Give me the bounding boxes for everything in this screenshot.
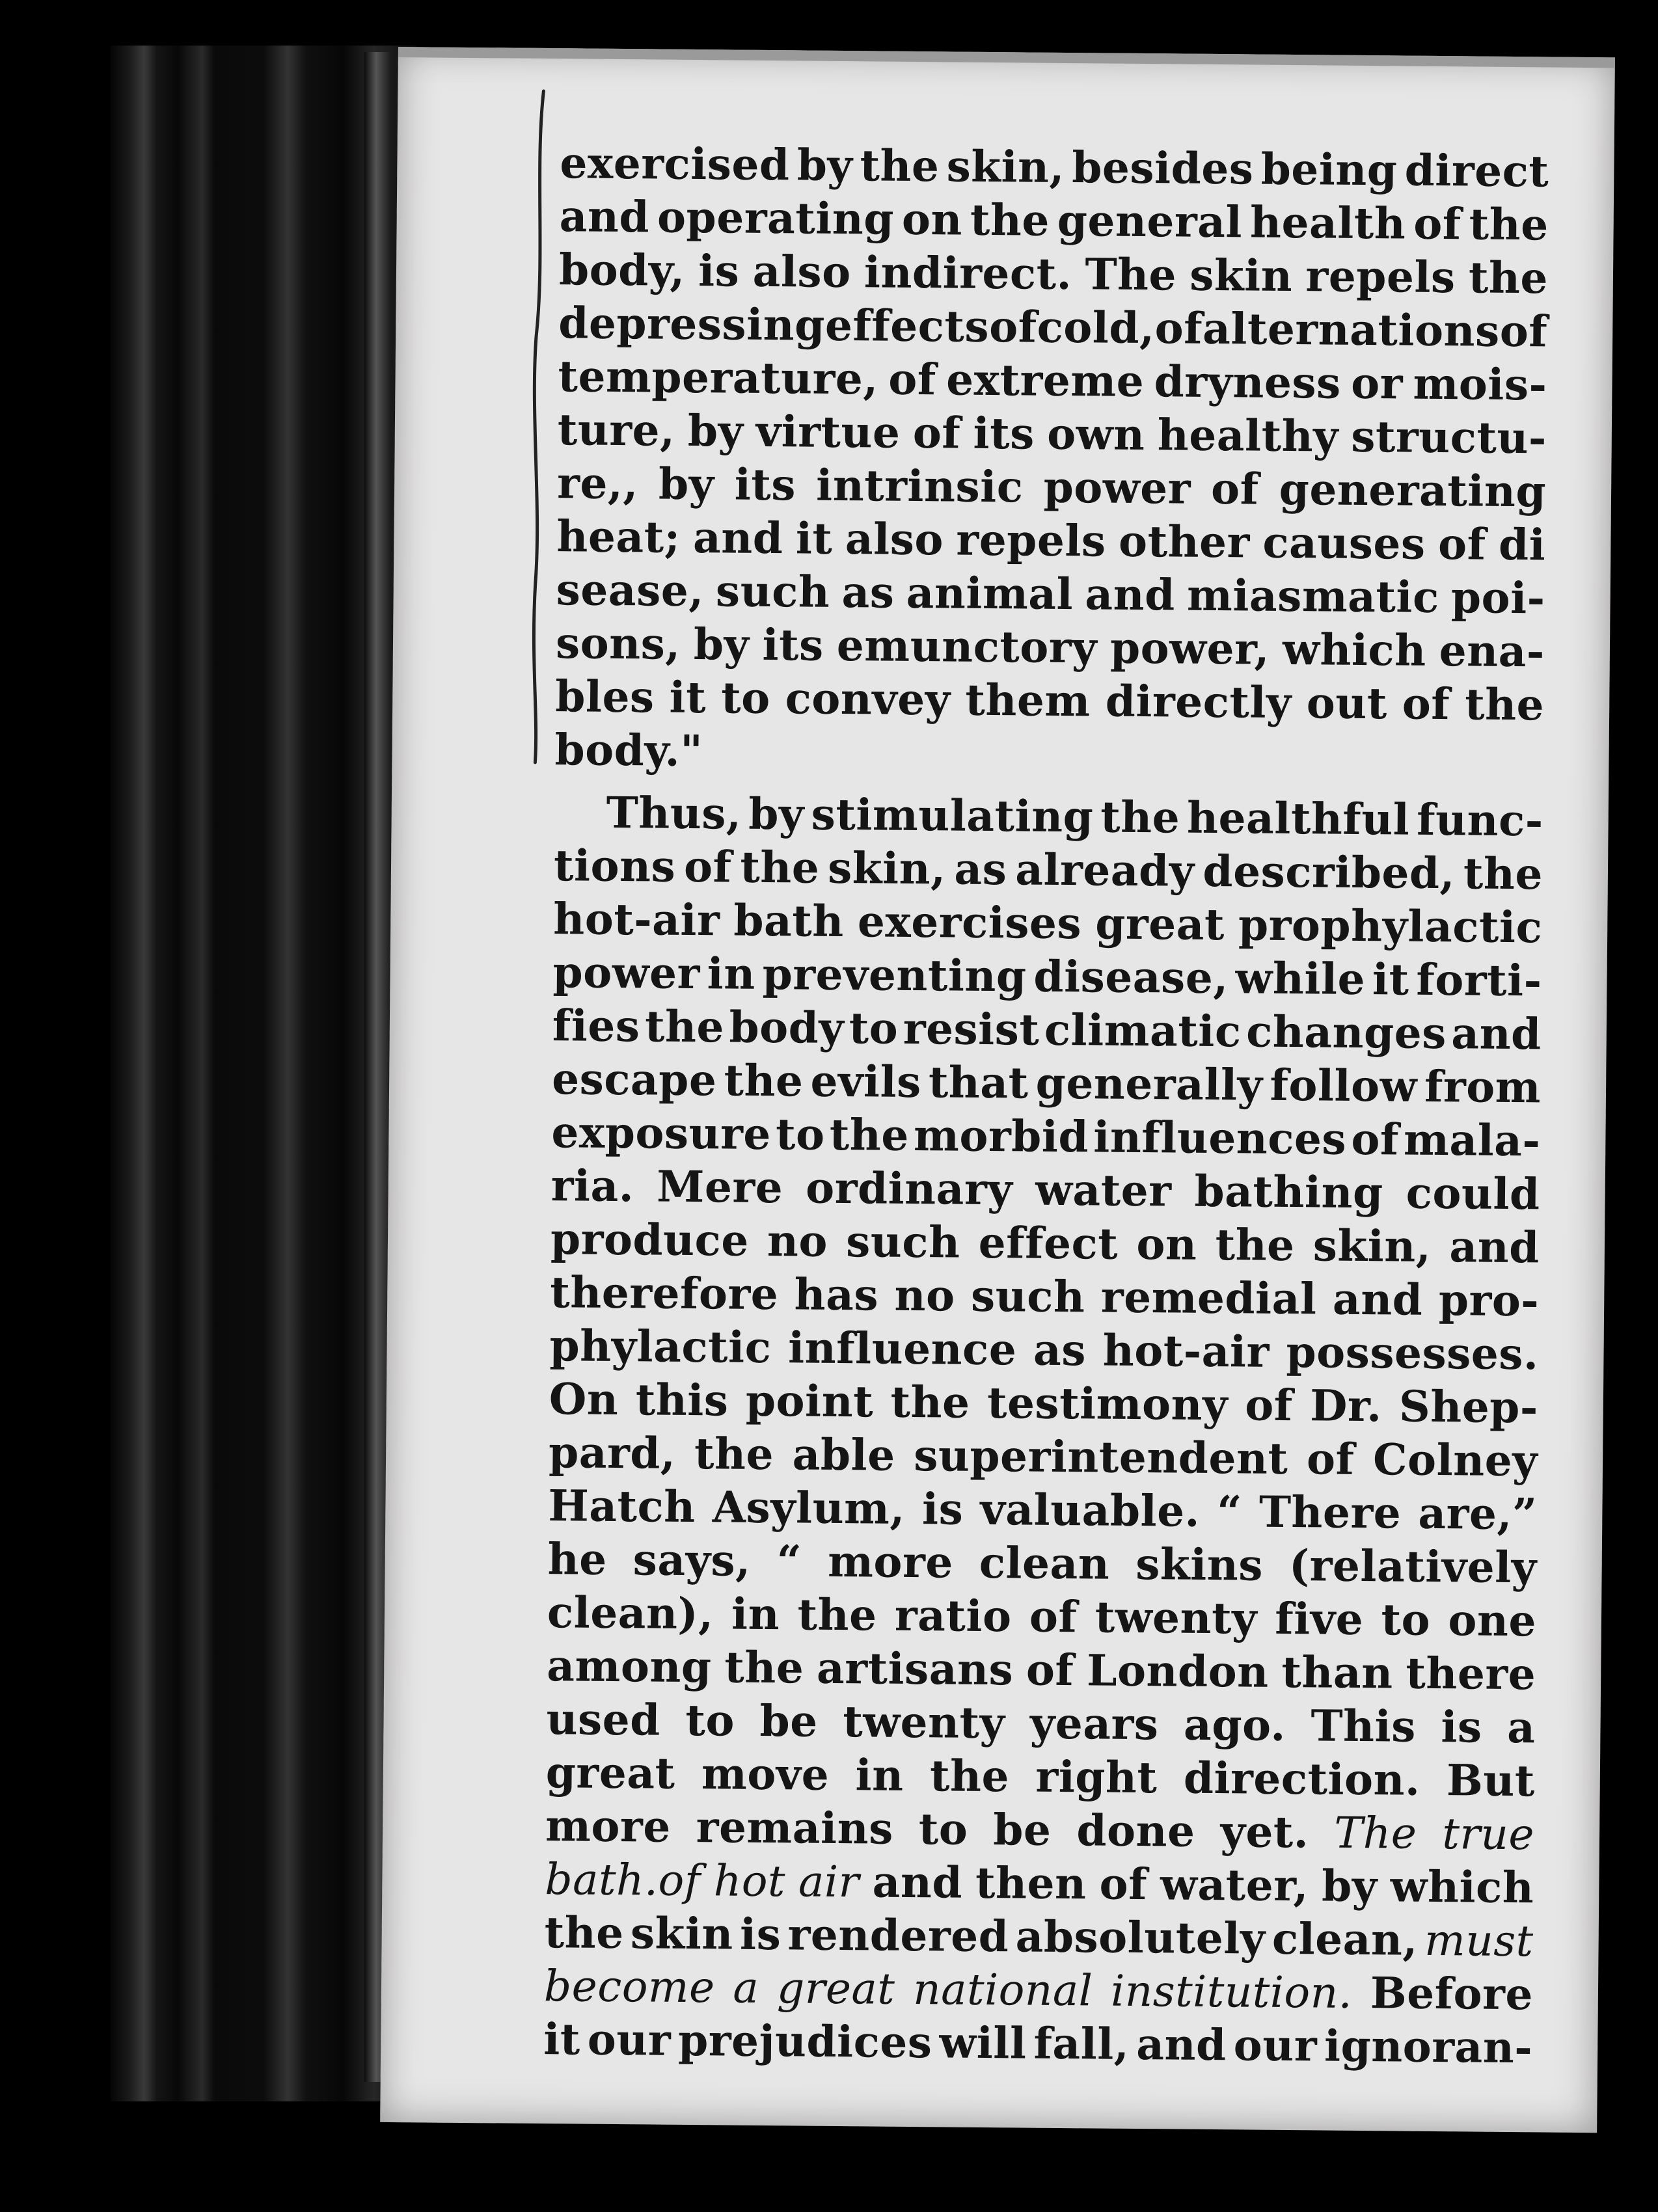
word: that xyxy=(928,1057,1029,1109)
word: become xyxy=(543,1961,715,2013)
body-text xyxy=(543,136,1549,2074)
word: dryness xyxy=(1154,356,1342,409)
word: by xyxy=(658,458,714,510)
word: other xyxy=(1118,515,1251,568)
word: the xyxy=(694,1428,774,1480)
word: the xyxy=(797,1589,877,1641)
word: skin xyxy=(630,1908,734,1960)
text-line xyxy=(554,839,1543,900)
word: ena- xyxy=(1439,625,1545,677)
word: clean), xyxy=(547,1587,714,1639)
word: could xyxy=(1406,1167,1540,1220)
word: great xyxy=(545,1747,675,1799)
word: true xyxy=(1442,1809,1535,1860)
text-line xyxy=(560,136,1549,198)
text-line xyxy=(552,999,1542,1060)
word: to xyxy=(849,1003,899,1054)
text-line xyxy=(550,1265,1540,1327)
text-line xyxy=(546,1692,1536,1754)
text-line xyxy=(543,2012,1533,2074)
word: which xyxy=(1282,623,1426,676)
word: as xyxy=(1033,1324,1087,1376)
word: phylactic xyxy=(549,1320,772,1373)
word: On xyxy=(549,1373,619,1425)
word: of xyxy=(912,407,961,459)
word: possesses. xyxy=(1286,1326,1539,1380)
word: great xyxy=(776,1963,895,2014)
text-line xyxy=(547,1585,1537,1647)
word: twenty xyxy=(842,1696,1005,1749)
word: the xyxy=(740,841,820,893)
word: besides xyxy=(1071,142,1254,195)
word: follow xyxy=(1270,1059,1418,1112)
word: also xyxy=(845,513,944,565)
word: Mere xyxy=(657,1161,783,1213)
word: by xyxy=(687,405,744,457)
word: of xyxy=(1154,303,1203,354)
word: healthy xyxy=(1157,409,1339,462)
word: own xyxy=(1046,408,1145,461)
word: bath xyxy=(733,895,845,947)
word: water xyxy=(1035,1164,1172,1217)
word: repels xyxy=(1305,250,1456,303)
word: generating xyxy=(1279,463,1547,517)
word: Colney xyxy=(1372,1434,1538,1487)
word: animal xyxy=(906,567,1074,620)
text-line xyxy=(549,1425,1538,1487)
text-line xyxy=(548,1479,1538,1541)
word: re,, xyxy=(556,457,639,509)
word: power xyxy=(1043,461,1191,514)
word: convey xyxy=(785,673,951,725)
word: of xyxy=(1499,305,1548,357)
word: valuable. xyxy=(980,1483,1201,1537)
word: by xyxy=(796,139,853,191)
word: escape xyxy=(551,1053,717,1106)
word: clean xyxy=(979,1537,1110,1589)
word: five xyxy=(1274,1593,1364,1645)
word: the xyxy=(724,1055,804,1107)
word: health xyxy=(1249,196,1406,249)
word: the xyxy=(860,140,940,192)
word: it xyxy=(543,2014,581,2065)
text-line xyxy=(558,403,1547,465)
word: effect xyxy=(978,1217,1119,1269)
word: in xyxy=(855,1749,904,1801)
word: of xyxy=(988,301,1037,353)
word: than xyxy=(1281,1646,1394,1699)
word: superintendent xyxy=(913,1429,1288,1485)
word: of xyxy=(1210,463,1259,515)
word: to xyxy=(685,1694,735,1746)
word: air xyxy=(798,1856,860,1908)
word: pro- xyxy=(1438,1275,1540,1327)
word: by xyxy=(693,618,750,670)
word: causes xyxy=(1262,517,1426,569)
word: exercises xyxy=(857,896,1082,949)
word: fies xyxy=(552,1000,640,1052)
text-line xyxy=(550,1159,1540,1221)
word: cold, xyxy=(1037,301,1155,354)
word: bath.of xyxy=(545,1854,701,1906)
word: alternations xyxy=(1202,303,1501,357)
word: move xyxy=(701,1748,830,1800)
text-line xyxy=(551,1105,1541,1167)
word: the xyxy=(544,1907,625,1959)
word: prejudices xyxy=(677,2014,932,2068)
word: more xyxy=(545,1800,672,1852)
word: is xyxy=(739,1908,781,1960)
word: water, xyxy=(1160,1859,1309,1911)
word: body xyxy=(729,1001,845,1054)
word: the xyxy=(1469,198,1549,250)
word: absolutely xyxy=(1015,1911,1266,1964)
word: the xyxy=(1468,252,1549,304)
word: ture, xyxy=(557,404,675,456)
word: in xyxy=(731,1588,780,1640)
word: be xyxy=(759,1695,819,1747)
word: body, xyxy=(558,244,686,296)
word: he xyxy=(547,1533,608,1585)
word: is xyxy=(921,1483,964,1535)
word: clean, xyxy=(1271,1913,1419,1965)
text-line xyxy=(556,616,1545,678)
word: di xyxy=(1498,519,1546,571)
word: to xyxy=(918,1803,968,1855)
text-line xyxy=(544,1906,1534,1967)
word: the xyxy=(1463,848,1543,900)
word: bles xyxy=(554,671,655,723)
word: the xyxy=(1215,1219,1295,1271)
word: skins xyxy=(1135,1538,1264,1591)
word: says, xyxy=(632,1534,751,1586)
word: mala- xyxy=(1403,1114,1541,1167)
word: Before xyxy=(1370,1967,1534,2020)
word: of xyxy=(1245,1379,1294,1431)
word: bathing xyxy=(1194,1165,1384,1219)
text-line xyxy=(559,243,1549,304)
word: then xyxy=(975,1857,1087,1909)
word: of xyxy=(1099,1858,1148,1910)
word: will xyxy=(939,2017,1027,2069)
word: to xyxy=(775,1109,825,1160)
word: its xyxy=(973,407,1035,459)
word: the xyxy=(1100,791,1180,843)
text-line xyxy=(549,1372,1539,1434)
word: and xyxy=(1085,569,1176,621)
word: is xyxy=(1441,1701,1482,1753)
word: Asylum, xyxy=(712,1481,906,1534)
word: temperature, xyxy=(558,351,879,405)
word: rendered xyxy=(787,1909,1009,1962)
word: emunctory xyxy=(836,619,1098,673)
word: structu- xyxy=(1351,411,1547,464)
word: resist xyxy=(903,1003,1040,1055)
word: skin, xyxy=(946,141,1065,193)
word: or xyxy=(1350,357,1404,409)
word: point xyxy=(745,1375,874,1427)
page-top-edge xyxy=(398,47,1615,68)
word: hot-air xyxy=(1102,1325,1270,1377)
word: such xyxy=(845,1216,960,1268)
word: preventing xyxy=(762,948,1027,1002)
text-line xyxy=(558,296,1548,358)
word: of xyxy=(1437,518,1486,570)
text-line xyxy=(552,945,1542,1007)
word: of xyxy=(1413,198,1462,250)
word: forti- xyxy=(1416,954,1542,1006)
word: healthful xyxy=(1186,792,1410,845)
word: The xyxy=(1333,1807,1417,1859)
word: intrinsic xyxy=(815,459,1024,513)
word: and xyxy=(1449,1221,1540,1273)
word: must xyxy=(1424,1915,1534,1967)
word: the xyxy=(644,1001,725,1053)
word: indirect. xyxy=(863,247,1072,300)
word: of xyxy=(683,841,732,893)
word: testimony xyxy=(986,1377,1229,1431)
word: Dr. xyxy=(1309,1380,1383,1432)
text-line xyxy=(544,1959,1534,2021)
word: Thus, xyxy=(606,787,742,839)
word: a xyxy=(1506,1701,1536,1753)
word: such xyxy=(970,1270,1085,1323)
word: which xyxy=(1390,1861,1534,1913)
word: direct xyxy=(1404,144,1549,197)
text-line xyxy=(555,669,1545,731)
word: This xyxy=(1311,1700,1417,1752)
word: operating xyxy=(657,191,895,245)
word: has xyxy=(794,1269,879,1321)
word: being xyxy=(1260,143,1398,196)
word: hot-air xyxy=(552,893,720,946)
word: no xyxy=(767,1215,828,1267)
word: the xyxy=(970,194,1050,246)
word: the xyxy=(1464,679,1545,731)
text-line xyxy=(558,349,1547,411)
word: a xyxy=(733,1962,759,2013)
word: disease, xyxy=(1033,951,1229,1004)
text-line xyxy=(547,1639,1536,1701)
word: the xyxy=(724,1641,804,1693)
word: skin xyxy=(1189,249,1293,302)
word: is xyxy=(698,245,740,297)
word: its xyxy=(734,459,796,511)
word: hot xyxy=(713,1855,786,1907)
word: of xyxy=(1351,1113,1400,1165)
word: ago. xyxy=(1183,1699,1286,1751)
text-line xyxy=(549,1319,1539,1381)
word: power, xyxy=(1109,622,1270,675)
text-line xyxy=(556,509,1546,571)
word: done xyxy=(1076,1805,1195,1857)
word: body." xyxy=(554,724,703,777)
word: on xyxy=(1136,1218,1197,1270)
word: depressing xyxy=(558,297,826,351)
word: poi- xyxy=(1450,572,1545,624)
word: tions xyxy=(553,840,676,892)
word: produce xyxy=(550,1213,750,1266)
word: and xyxy=(692,511,783,564)
word: as xyxy=(954,843,1007,895)
text-line xyxy=(545,1799,1535,1861)
word: the xyxy=(890,1376,970,1428)
word: and xyxy=(559,191,650,243)
word: generally xyxy=(1035,1057,1263,1111)
text-line xyxy=(559,189,1549,251)
word: sease, xyxy=(556,564,705,617)
word: it xyxy=(669,671,707,723)
word: ordinary xyxy=(805,1162,1013,1215)
word: climatic xyxy=(1044,1004,1242,1057)
word: them xyxy=(965,674,1091,727)
word: directly xyxy=(1105,675,1292,729)
word: institution. xyxy=(1110,1965,1353,2018)
word: of xyxy=(888,353,937,405)
word: general xyxy=(1057,195,1243,248)
word: func- xyxy=(1416,794,1544,846)
word: exposure xyxy=(551,1107,772,1160)
word: ria. xyxy=(550,1160,634,1212)
word: evils xyxy=(810,1055,922,1108)
word: by xyxy=(1321,1860,1378,1912)
word: artisans xyxy=(816,1642,1014,1695)
word: Shep- xyxy=(1398,1381,1539,1433)
word: its xyxy=(762,619,824,671)
word: great xyxy=(1094,898,1225,951)
text-line xyxy=(547,1532,1537,1594)
word: and xyxy=(1332,1273,1423,1325)
word: such xyxy=(715,565,830,617)
word: heat; xyxy=(556,511,681,563)
text-line xyxy=(550,1212,1540,1274)
word: already xyxy=(1014,844,1195,897)
word: remedial xyxy=(1100,1271,1317,1325)
word: there xyxy=(1406,1647,1536,1700)
word: it xyxy=(795,513,833,564)
word: while xyxy=(1235,952,1366,1005)
word: on xyxy=(901,193,963,245)
word: our xyxy=(1233,2019,1318,2071)
word: used xyxy=(546,1693,661,1746)
word: mois- xyxy=(1413,358,1547,411)
word: the xyxy=(929,1750,1010,1802)
text-line xyxy=(553,892,1543,954)
word: described, xyxy=(1203,845,1456,899)
word: direction. xyxy=(1183,1752,1420,1805)
word: are,” xyxy=(1418,1487,1538,1540)
word: power xyxy=(552,947,701,999)
word: also xyxy=(752,245,852,298)
word: changes xyxy=(1245,1006,1447,1059)
pencil-margin-mark xyxy=(523,88,552,765)
word: in xyxy=(707,948,756,999)
word: influence xyxy=(787,1322,1017,1375)
text-line xyxy=(554,723,1544,785)
word: and xyxy=(1451,1008,1542,1060)
word: prophylactic xyxy=(1238,899,1543,953)
word: more xyxy=(827,1535,954,1588)
word: skin, xyxy=(1312,1220,1432,1272)
word: London xyxy=(1086,1645,1270,1697)
word: be xyxy=(992,1804,1052,1855)
word: this xyxy=(635,1374,729,1426)
word: years xyxy=(1029,1697,1159,1750)
text-line xyxy=(556,563,1545,625)
word: ignoran- xyxy=(1324,2020,1533,2073)
word: therefore xyxy=(549,1267,779,1320)
word: by xyxy=(748,788,805,840)
word: repels xyxy=(956,514,1106,567)
text-line xyxy=(557,456,1547,518)
word: But xyxy=(1446,1755,1536,1807)
word: “ xyxy=(776,1535,802,1587)
word: able xyxy=(792,1429,895,1481)
word: and xyxy=(1136,2019,1227,2071)
word: (relatively xyxy=(1288,1540,1537,1593)
word: extreme xyxy=(945,354,1145,407)
word: Hatch xyxy=(548,1480,696,1533)
word: yet. xyxy=(1220,1806,1309,1858)
word: morbid xyxy=(913,1109,1089,1163)
word: ratio xyxy=(894,1589,1012,1642)
word: among xyxy=(546,1640,712,1693)
word: and xyxy=(872,1856,963,1908)
text-line xyxy=(546,1746,1536,1807)
word: remains xyxy=(696,1801,894,1854)
word: from xyxy=(1424,1060,1542,1113)
word: right xyxy=(1035,1751,1158,1803)
word: out xyxy=(1306,677,1388,729)
text-line xyxy=(554,785,1543,847)
word: fall, xyxy=(1033,2017,1130,2070)
word: effects xyxy=(824,299,990,352)
word: of xyxy=(1402,678,1450,730)
word: There xyxy=(1258,1486,1402,1539)
word: national xyxy=(912,1964,1093,2016)
word: our xyxy=(587,2014,672,2066)
word: one xyxy=(1448,1595,1537,1647)
word: skin, xyxy=(827,842,946,895)
word: “ xyxy=(1216,1486,1243,1537)
word: sons, xyxy=(555,617,681,669)
word: miasmatic xyxy=(1186,569,1440,623)
word: The xyxy=(1085,249,1177,301)
word: to xyxy=(720,672,771,724)
word: stimulating xyxy=(811,789,1094,843)
word: influences xyxy=(1093,1111,1347,1165)
word: of xyxy=(1029,1591,1078,1643)
word: of xyxy=(1306,1433,1355,1485)
word: virtue xyxy=(755,405,901,458)
word: pard, xyxy=(548,1427,676,1479)
word: to xyxy=(1381,1594,1431,1645)
word: as xyxy=(841,566,895,618)
text-line xyxy=(552,1052,1542,1114)
word: it xyxy=(1372,954,1409,1005)
word: twenty xyxy=(1094,1591,1258,1644)
word: no xyxy=(894,1269,955,1321)
word: exercised xyxy=(560,137,790,191)
text-line xyxy=(545,1852,1534,1914)
word: of xyxy=(1026,1644,1074,1696)
printed-page xyxy=(380,47,1615,2133)
word: the xyxy=(829,1109,910,1161)
